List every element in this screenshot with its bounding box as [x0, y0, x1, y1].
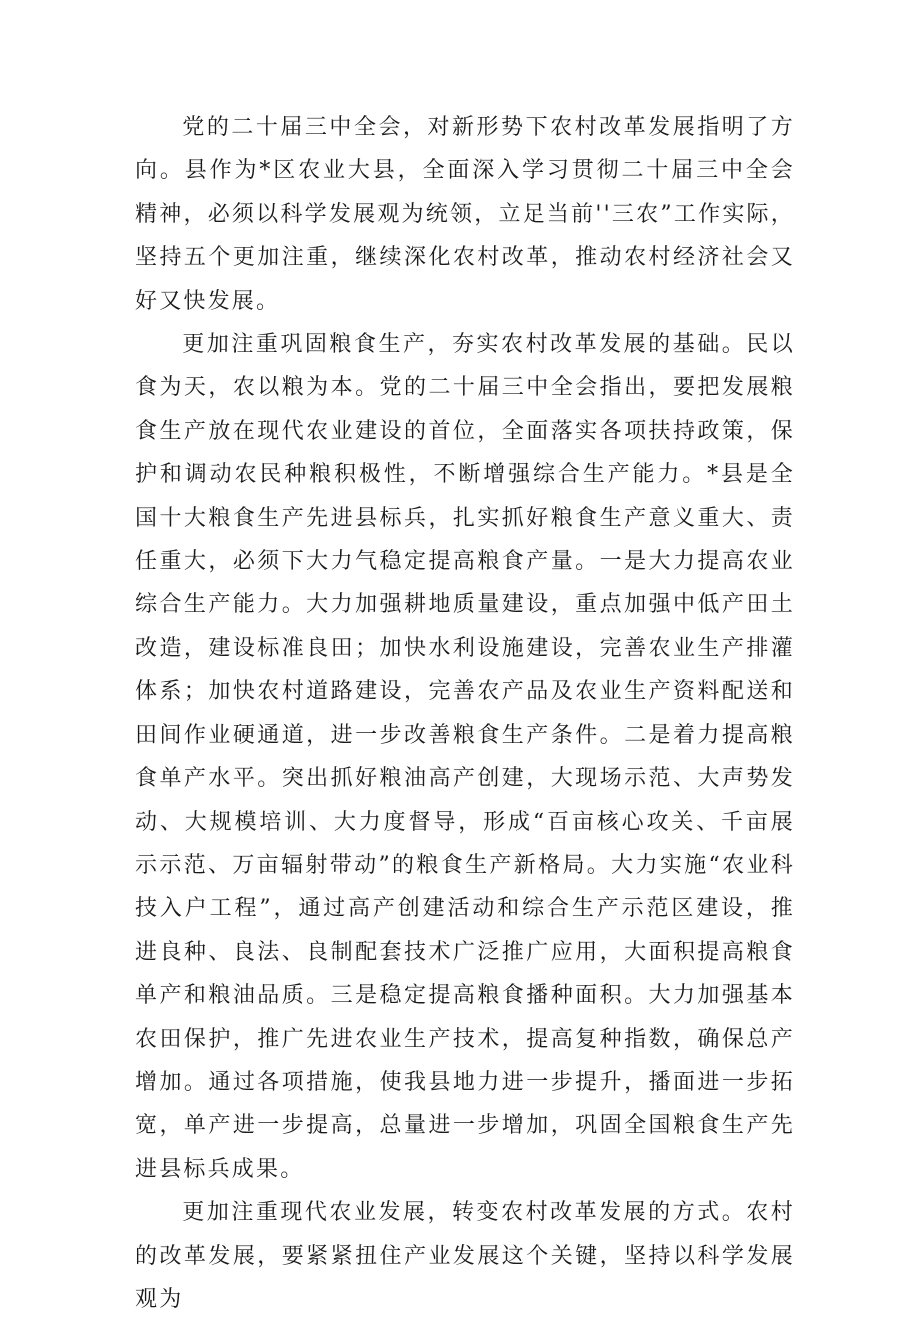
paragraph-grain-production: 更加注重巩固粮食生产，夯实农村改革发展的基础。民以食为天，农以粮为本。党的二十届三中全会指出，要把发展粮食生产放在现代农业建设的首位，全面落实各项扶持政策，保护和调动农民种粮积极性，不断增强综合生产能力。*县是全国十大粮食生产先进县标兵，扎实抓好粮食生产意义重大、责任重大，必须下大力气稳定提高粮食产量。一是大力提高农业综合生产能力。大力加强耕地质量建设，重点加强中低产田土改造，建设标准良田；加快水利设施建设，完善农业生产排灌体系；加快农村道路建设，完善农产品及农业生产资料配送和田间作业硬通道，进一步改善粮食生产条件。二是着力提高粮食单产水平。突出抓好粮油高产创建，大现场示范、大声势发动、大规模培训、大力度督导，形成“百亩核心攻关、千亩展示示范、万亩辐射带动”的粮食生产新格局。大力实施“农业科技入户工程”，通过高产创建活动和综合生产示范区建设，推进良种、良法、良制配套技术广泛推广应用，大面积提高粮食单产和粮油品质。三是稳定提高粮食播种面积。大力加强基本农田保护，推广先进农业生产技术，提高复种指数，确保总产增加。通过各项措施，使我县地力进一步提升，播面进一步拓宽，单产进一步提高，总量进一步增加，巩固全国粮食生产先进县标兵成果。	[135, 332, 795, 1182]
document-body	[135, 106, 795, 1321]
paragraph-intro: 党的二十届三中全会，对新形势下农村改革发展指明了方向。县作为*区农业大县，全面深入学习贯彻二十届三中全会精神，必须以科学发展观为统领，立足当前''三农”工作实际，坚持五个更加注重，继续深化农村改革，推动农村经济社会又好又快发展。	[135, 115, 795, 314]
paragraph-modern-agriculture: 更加注重现代农业发展，转变农村改革发展的方式。农村的改革发展，要紧紧扭住产业发展这个关键，坚持以科学发展观为	[135, 1200, 795, 1312]
